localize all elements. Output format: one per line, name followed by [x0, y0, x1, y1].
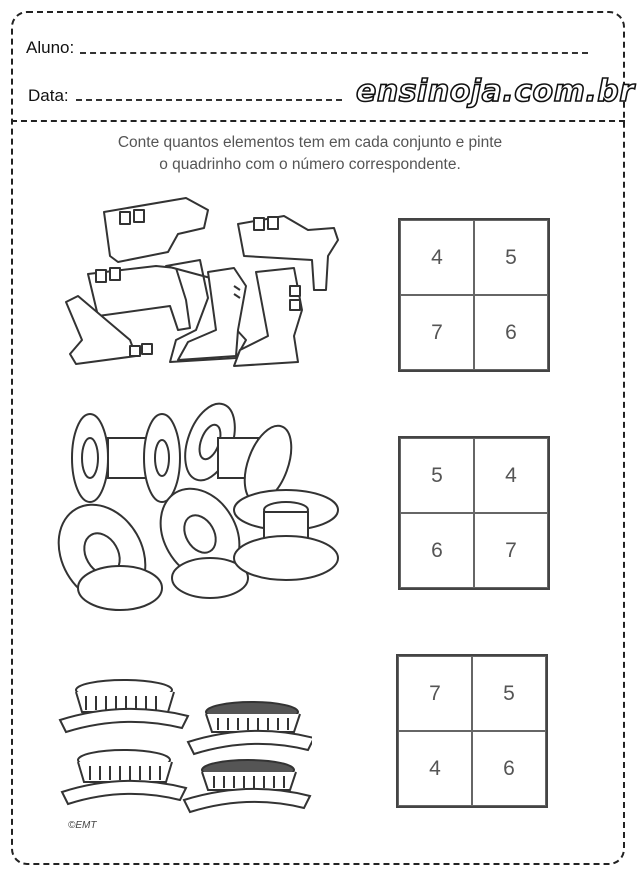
answer-option[interactable]: 5 [474, 220, 548, 295]
answer-grid-2 [398, 436, 550, 590]
answer-option[interactable]: 4 [400, 220, 474, 295]
boot-1 [104, 198, 208, 262]
answer-grid-3 [396, 654, 548, 808]
date-field[interactable] [76, 99, 342, 101]
spools-icon [50, 398, 350, 628]
answer-option[interactable]: 6 [472, 731, 546, 806]
answer-option[interactable]: 4 [398, 731, 472, 806]
spool-3 [50, 489, 163, 619]
copyright-text: ©EMT [68, 820, 97, 831]
answer-option[interactable]: 6 [400, 513, 474, 588]
answer-option[interactable]: 4 [474, 438, 548, 513]
date-label: Data: [28, 86, 69, 105]
spool-5 [234, 490, 338, 580]
answer-option[interactable]: 5 [472, 656, 546, 731]
site-logo: ensinoja.com.br [356, 74, 635, 109]
hat-4 [184, 760, 310, 812]
hat-1 [60, 680, 188, 732]
header-divider [11, 120, 625, 122]
instructions-line-2: o quadrinho com o número correspondente. [159, 156, 461, 173]
answer-option[interactable]: 7 [398, 656, 472, 731]
instructions [40, 132, 580, 176]
instructions-line-1: Conte quantos elementos tem em cada conjunto e pinte [117, 134, 503, 151]
hat-3 [62, 750, 186, 804]
spool-1 [72, 414, 180, 502]
answer-option[interactable]: 7 [474, 513, 548, 588]
student-label: Aluno: [26, 38, 75, 57]
answer-grid-1 [398, 218, 550, 372]
answer-option[interactable]: 5 [400, 438, 474, 513]
hat-2 [188, 702, 312, 754]
boots-icon [58, 190, 348, 380]
student-name-field[interactable] [80, 52, 588, 54]
answer-option[interactable]: 6 [474, 295, 548, 370]
answer-option[interactable]: 7 [400, 295, 474, 370]
hats-icon [52, 670, 312, 820]
